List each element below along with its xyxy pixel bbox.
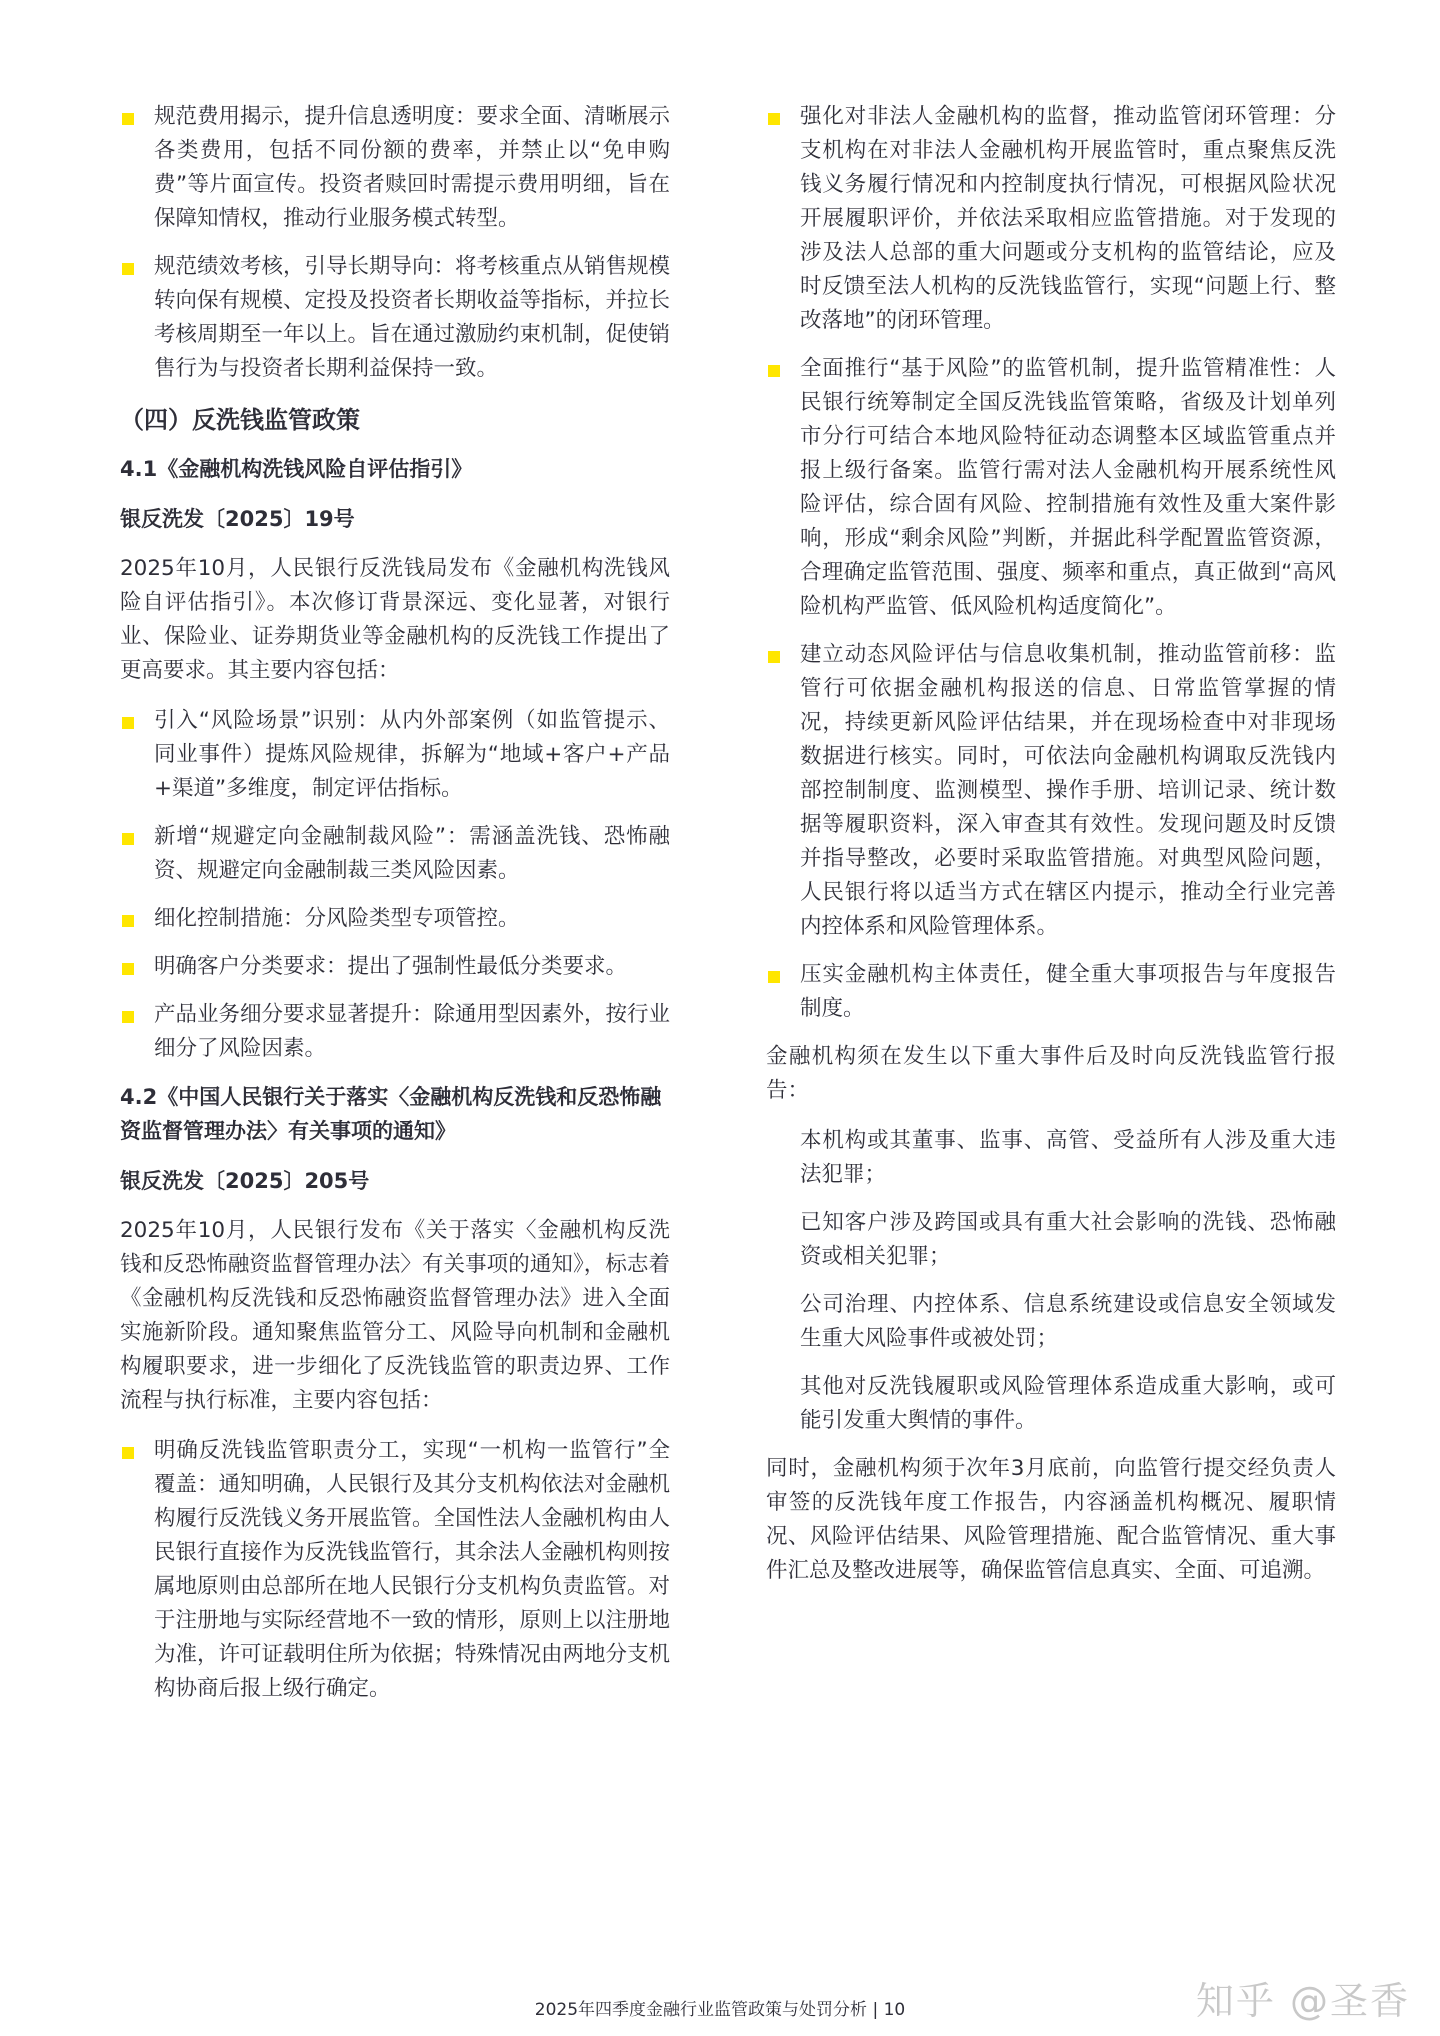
list-item-text: 全面推行“基于风险”的监管机制，提升监管精准性：人民银行统筹制定全国反洗钱监管策略，省级及计划单列市分行可结合本地风险特征动态调整本区域监管重点并报上级行备案。监管行需对法人金融机构开展系统性风险评估，综合固有风险、控制措施有效性及重大案件影响，形成“剩余风险”判断，并据此科学配置监管资源，合理确定监管范围、强度、频率和重点，真正做到“高风险机构严监管、低风险机构适度简化”。 xyxy=(800,356,1336,619)
bullet-marker xyxy=(768,365,780,377)
bullet-marker xyxy=(122,1011,134,1023)
list-item xyxy=(120,100,670,236)
bullet-marker xyxy=(122,717,134,729)
document-number: 银反洗发〔2025〕19号 xyxy=(120,507,355,531)
list-item xyxy=(120,902,670,936)
list-item-text: 明确客户分类要求：提出了强制性最低分类要求。 xyxy=(154,954,628,979)
paragraph: 2025年10月，人民银行反洗钱局发布《金融机构洗钱风险自评估指引》。本次修订背景深远、变化显著，对银行业、保险业、证券期货业等金融机构的反洗钱工作提出了更高要求。其主要内容包括： xyxy=(120,556,670,683)
subsection-title: 4.1《金融机构洗钱风险自评估指引》 xyxy=(120,457,473,481)
list-item xyxy=(120,1434,670,1706)
indented-item-text: 公司治理、内控体系、信息系统建设或信息安全领域发生重大风险事件或被处罚； xyxy=(800,1292,1336,1351)
paragraph: 金融机构须在发生以下重大事件后及时向反洗钱监管行报告： xyxy=(766,1044,1336,1103)
bullet-marker xyxy=(122,1447,134,1459)
indented-item xyxy=(766,1124,1336,1192)
list-item xyxy=(120,250,670,386)
bullet-marker xyxy=(122,833,134,845)
list-item xyxy=(766,352,1336,624)
bullet-marker xyxy=(122,963,134,975)
left-column xyxy=(120,100,670,1720)
indented-item-text: 本机构或其董事、监事、高管、受益所有人涉及重大违法犯罪； xyxy=(800,1128,1336,1187)
watermark: 知乎 @圣香 xyxy=(1195,1979,1410,2023)
indented-item-text: 其他对反洗钱履职或风险管理体系造成重大影响，或可能引发重大舆情的事件。 xyxy=(800,1374,1336,1433)
indented-item-text: 已知客户涉及跨国或具有重大社会影响的洗钱、恐怖融资或相关犯罪； xyxy=(800,1210,1336,1269)
indented-item xyxy=(766,1370,1336,1438)
bullet-marker xyxy=(122,263,134,275)
bullet-marker xyxy=(122,113,134,125)
document-number: 银反洗发〔2025〕205号 xyxy=(120,1169,370,1193)
list-item xyxy=(766,100,1336,338)
list-item xyxy=(766,958,1336,1026)
right-column xyxy=(766,100,1336,1604)
list-item-text: 引入“风险场景”识别：从内外部案例（如监管提示、同业事件）提炼风险规律，拆解为“地域+客户+产品+渠道”多维度，制定评估指标。 xyxy=(154,708,670,801)
paragraph: 2025年10月，人民银行发布《关于落实〈金融机构反洗钱和反恐怖融资监督管理办法〉有关事项的通知》，标志着《金融机构反洗钱和反恐怖融资监督管理办法》进入全面实施新阶段。通知聚焦监管分工、风险导向机制和金融机构履职要求，进一步细化了反洗钱监管的职责边界、工作流程与执行标准，主要内容包括： xyxy=(120,1218,670,1413)
indented-item xyxy=(766,1206,1336,1274)
list-item xyxy=(766,638,1336,944)
list-item-text: 压实金融机构主体责任，健全重大事项报告与年度报告制度。 xyxy=(800,962,1336,1021)
list-item xyxy=(120,950,670,984)
list-item xyxy=(120,998,670,1066)
paragraph: 同时，金融机构须于次年3月底前，向监管行提交经负责人审签的反洗钱年度工作报告，内容涵盖机构概况、履职情况、风险评估结果、风险管理措施、配合监管情况、重大事件汇总及整改进展等，确保监管信息真实、全面、可追溯。 xyxy=(766,1456,1336,1583)
bullet-marker xyxy=(122,915,134,927)
list-item-text: 强化对非法人金融机构的监督，推动监管闭环管理：分支机构在对非法人金融机构开展监管时，重点聚焦反洗钱义务履行情况和内控制度执行情况，可根据风险状况开展履职评价，并依法采取相应监管措施。对于发现的涉及法人总部的重大问题或分支机构的监管结论，应及时反馈至法人机构的反洗钱监管行，实现“问题上行、整改落地”的闭环管理。 xyxy=(800,104,1336,333)
indented-item xyxy=(766,1288,1336,1356)
subsection-title: 4.2《中国人民银行关于落实〈金融机构反洗钱和反恐怖融资监督管理办法〉有关事项的通知》 xyxy=(120,1085,662,1143)
list-item-text: 新增“规避定向金融制裁风险”：需涵盖洗钱、恐怖融资、规避定向金融制裁三类风险因素。 xyxy=(154,824,670,883)
bullet-marker xyxy=(768,113,780,125)
bullet-marker xyxy=(768,971,780,983)
list-item xyxy=(120,820,670,888)
list-item-text: 建立动态风险评估与信息收集机制，推动监管前移：监管行可依据金融机构报送的信息、日常监管掌握的情况，持续更新风险评估结果，并在现场检查中对非现场数据进行核实。同时，可依法向金融机构调取反洗钱内部控制制度、监测模型、操作手册、培训记录、统计数据等履职资料，深入审查其有效性。发现问题及时反馈并指导整改，必要时采取监管措施。对典型风险问题，人民银行将以适当方式在辖区内提示，推动全行业完善内控体系和风险管理体系。 xyxy=(800,642,1336,939)
section-heading: （四）反洗钱监管政策 xyxy=(120,406,360,434)
list-item-text: 产品业务细分要求显著提升：除通用型因素外，按行业细分了风险因素。 xyxy=(154,1002,671,1061)
list-item-text: 规范费用揭示，提升信息透明度：要求全面、清晰展示各类费用，包括不同份额的费率，并禁止以“免申购费”等片面宣传。投资者赎回时需提示费用明细，旨在保障知情权，推动行业服务模式转型。 xyxy=(154,104,671,231)
page-footer: 2025年四季度金融行业监管政策与处罚分析 | 10 xyxy=(534,2000,906,2020)
list-item-text: 规范绩效考核，引导长期导向：将考核重点从销售规模转向保有规模、定投及投资者长期收益等指标，并拉长考核周期至一年以上。旨在通过激励约束机制，促使销售行为与投资者长期利益保持一致。 xyxy=(154,254,671,381)
bullet-marker xyxy=(768,651,780,663)
list-item xyxy=(120,704,670,806)
list-item-text: 细化控制措施：分风险类型专项管控。 xyxy=(154,906,520,931)
list-item-text: 明确反洗钱监管职责分工，实现“一机构一监管行”全覆盖：通知明确，人民银行及其分支机构依法对金融机构履行反洗钱义务开展监管。全国性法人金融机构由人民银行直接作为反洗钱监管行，其余法人金融机构则按属地原则由总部所在地人民银行分支机构负责监管。对于注册地与实际经营地不一致的情形，原则上以注册地为准，许可证载明住所为依据；特殊情况由两地分支机构协商后报上级行确定。 xyxy=(154,1438,671,1701)
